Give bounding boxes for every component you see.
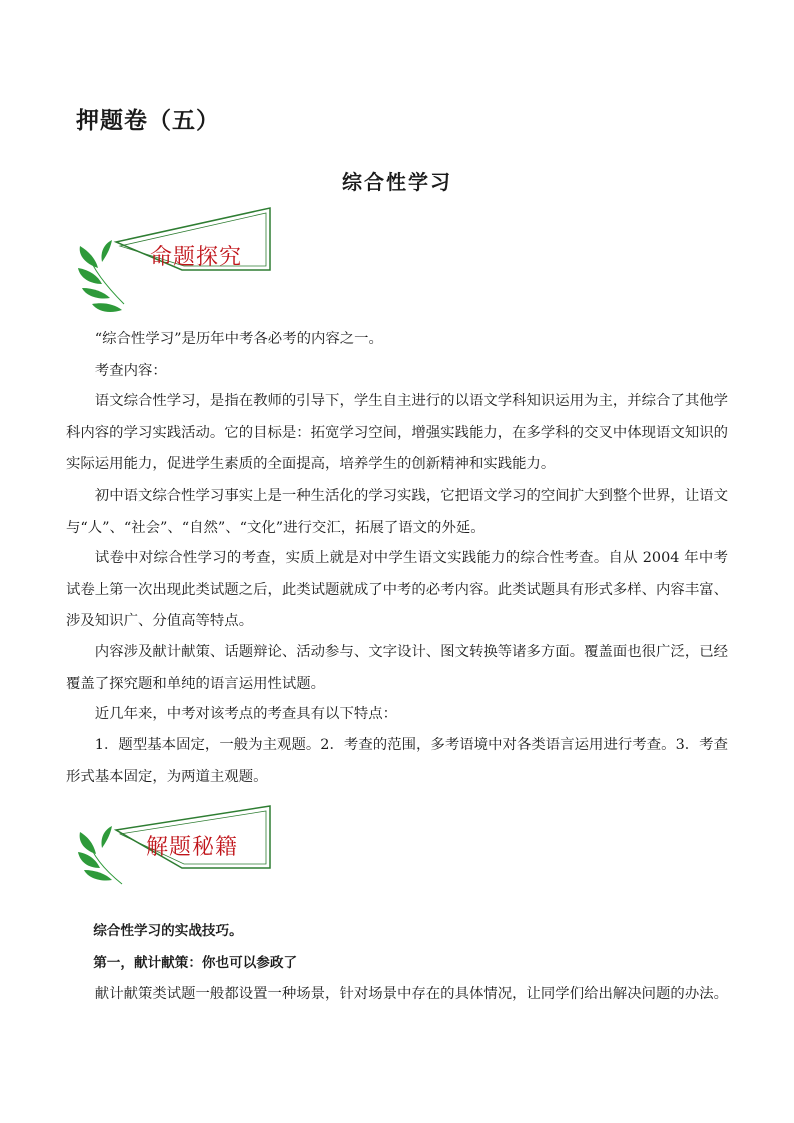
- content-label: 考查内容：: [94, 363, 167, 379]
- paragraph-2: 初中语文综合性学习事实上是一种生活化的学习实践，它把语文学习的空间扩大到整个世界，让语文与“人”、“社会”、“自然”、“文化”进行交汇，拓展了语文的外延。: [66, 488, 728, 536]
- section-banner-secrets: [72, 802, 282, 888]
- intro-paragraph: “综合性学习”是历年中考各必考的内容之一。: [94, 331, 383, 347]
- document-title: 押题卷（五）: [76, 108, 220, 134]
- subject-title: 综合性学习: [342, 170, 452, 194]
- paragraph-6: 1．题型基本固定，一般为主观题。2．考查的范围，多考语境中对各类语言运用进行考查。3．考查形式基本固定，为两道主观题。: [66, 737, 728, 785]
- secrets-heading: 综合性学习的实战技巧。: [93, 923, 243, 939]
- paragraph-1: 语文综合性学习，是指在教师的引导下，学生自主进行的以语文学科知识运用为主，并综合了其他学科内容的学习实践活动。它的目标是：拓宽学习空间，增强实践能力，在多学科的交叉中体现语文知识的实际运用能力，促进学生素质的全面提高，培养学生的创新精神和实践能力。: [66, 393, 728, 472]
- paragraph-3: 试卷中对综合性学习的考查，实质上就是对中学生语文实践能力的综合性考查。自从 2004 年中考试卷上第一次出现此类试题之后，此类试题就成了中考的必考内容。此类试题具有形式多样、内容丰富、涉及知识广、分值高等特点。: [66, 550, 728, 629]
- secrets-subheading: 第一，献计献策：你也可以参政了: [93, 955, 298, 971]
- section-banner-exploration: [72, 204, 282, 316]
- paragraph-4: 内容涉及献计献策、话题辩论、活动参与、文字设计、图文转换等诸多方面。覆盖面也很广泛，已经覆盖了探究题和单纯的语言运用性试题。: [66, 644, 728, 692]
- section-label: 解题秘籍: [146, 835, 239, 860]
- section-label: 命题探究: [150, 245, 243, 270]
- paragraph-5: 近几年来，中考对该考点的考查具有以下特点：: [94, 706, 398, 722]
- secrets-paragraph-1: 献计献策类试题一般都设置一种场景，针对场景中存在的具体情况，让同学们给出解决问题的办法。: [94, 986, 728, 1002]
